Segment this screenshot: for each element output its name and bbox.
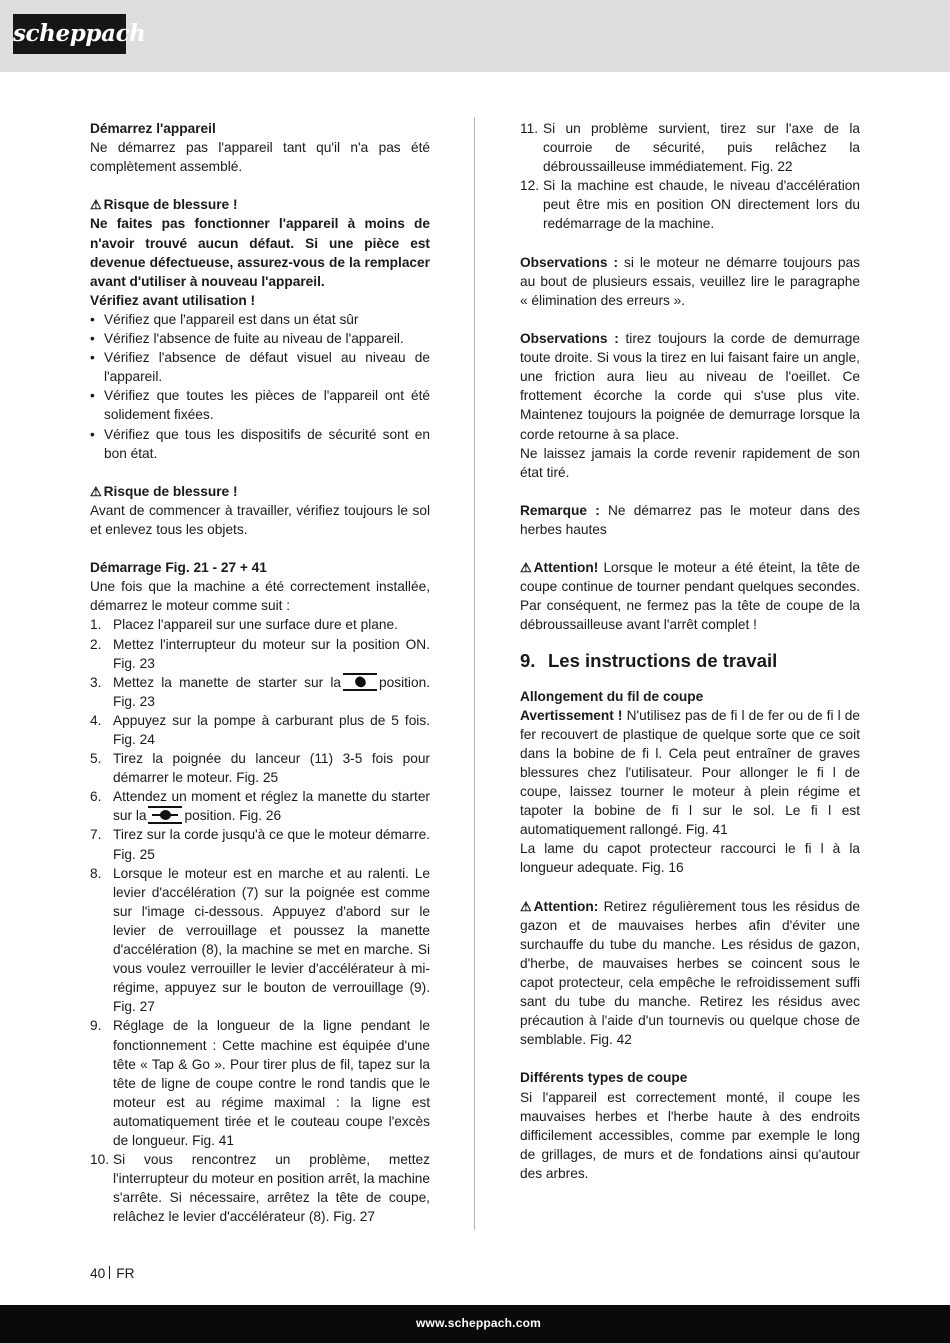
cut-types-heading: Différents types de coupe	[520, 1070, 688, 1086]
observation-2-extra: Ne laissez jamais la corde revenir rapidement de son état tiré.	[520, 445, 860, 480]
injury-warning-heading: ⚠ Risque de blessure !	[90, 195, 430, 214]
injury-warning-heading-2: ⚠ Risque de blessure !	[90, 482, 430, 501]
injury-warning-text: Ne faites pas fonctionner l'appareil à moins de n'avoir trouvé aucun défaut. Si une pièce est devenue défectueuse, assurez-vous de la remplacer avant d'utiliser à nouveau l'appareil.	[90, 216, 430, 289]
start-device-heading: Démarrez l'appareil	[90, 121, 216, 136]
warning-triangle-icon: ⚠	[520, 898, 532, 914]
list-item: 2. Mettez l'interrupteur du moteur sur la position ON. Fig. 23	[90, 636, 430, 671]
list-item: • Vérifiez que l'appareil est dans un état sûr	[90, 310, 430, 329]
list-item: 10. Si vous rencontrez un problème, mettez l'interrupteur du moteur en position arrêt, la machine s'arrête. Si nécessaire, arrêtez la tête de coupe, relâchez le levier d'accélérateur (8). Fig. 27	[90, 1152, 430, 1225]
section-heading: 9. Les instructions de travail	[520, 649, 778, 671]
injury-warning-text-2: Avant de commencer à travailler, vérifiez toujours le sol et enlevez tous les objets.	[90, 502, 430, 537]
startup-steps	[90, 615, 430, 1226]
observation-2: Observations : tirez toujours la corde de demurrage toute droite. Si vous la tirez en lui faisant faire un angle, une friction aura lieu au niveau de l'oeillet. Ce frottement écorche la corde qui s'use plus vite. Maintenez toujours la poignée de demurrage lorsque la corde retourne à sa place.	[520, 331, 860, 442]
choke-open-icon	[148, 806, 182, 824]
list-item: 5. Tirez la poignée du lanceur (11) 3-5 fois pour démarrer le moteur. Fig. 25	[90, 751, 430, 786]
list-item: 9. Réglage de la longueur de la ligne pendant le fonctionnement : Cette machine est équipée d'une tête « Tap & Go ». Pour tirer plus de fil, tapez sur la tête de ligne de coupe contre le rond tandis que le moteur est au régime maximal : la ligne est automatiquement tirée et le couteau coupe l'excès de longueur. Fig. 41	[90, 1018, 430, 1148]
list-item: 12. Si la machine est chaude, le niveau d'accélération peut être mis en position ON directement lors du redémarrage de la machine.	[520, 178, 860, 232]
page-number: 40 FR	[90, 1266, 135, 1281]
cut-types-text: Si l'appareil est correctement monté, il coupe les mauvaises herbes et l'herbe haute à des endroits difficilement accessibles, comme par exemple le long de grillages, de murs et de fondations ainsi qu'autour des arbres.	[520, 1089, 860, 1181]
check-before-use-heading: Vérifiez avant utilisation !	[90, 292, 256, 308]
left-column	[90, 119, 430, 1226]
list-item: 3. Mettez la manette de starter sur la position. Fig. 23	[90, 673, 430, 711]
observation-1: Observations : si le moteur ne démarre toujours pas au bout de plusieurs essais, veuillez lire le paragraphe « élimination des erreurs ».	[520, 254, 860, 308]
list-item: 7. Tirez sur la corde jusqu'à ce que le moteur démarre. Fig. 25	[90, 827, 430, 862]
warning-text: Avertissement ! N'utilisez pas de fi l de fer ou de fi l de fer recouvert de plastique de quelque sorte que ce soit dans la bobine de fi l. Cela peut entraîner de graves blessures chez l'utilisateur. Pour allonger le fi l de coupe, laissez tourner le moteur à plein régime et tapoter la bobine de fi l sur le sol. Le fi l est automatiquement rallongé. Fig. 41	[520, 707, 860, 838]
page-header	[0, 0, 950, 72]
choke-closed-icon	[343, 673, 377, 691]
line-extension-heading: Allongement du fil de coupe	[520, 688, 704, 704]
list-item: 11. Si un problème survient, tirez sur l'axe de la courroie de sécurité, puis relâchez la débroussailleuse immédiatement. Fig. 22	[520, 121, 860, 175]
attention-1: ⚠ Attention! Lorsque le moteur a été éteint, la tête de coupe continue de tourner pendant quelques secondes. Par conséquent, ne fermez pas la tête de coupe de la débroussailleuse avant l'arrêt complet !	[520, 560, 860, 633]
remark: Remarque : Ne démarrez pas le moteur dans des herbes hautes	[520, 502, 860, 537]
website-link[interactable]: www.scheppach.com	[416, 1316, 541, 1330]
warning-triangle-icon: ⚠	[520, 560, 532, 576]
right-column	[520, 119, 860, 1183]
list-item: 4. Appuyez sur la pompe à carburant plus de 5 fois. Fig. 24	[90, 712, 430, 747]
list-item: • Vérifiez que tous les dispositifs de sécurité sont en bon état.	[90, 425, 430, 463]
brand-logo: scheppach	[13, 14, 126, 54]
list-item: 1. Placez l'appareil sur une surface dure et plane.	[90, 617, 398, 633]
separator	[109, 1266, 110, 1279]
startup-steps-continued	[520, 119, 860, 234]
attention-2: ⚠ Attention: Retirez régulièrement tous les résidus de gazon et de mauvaises herbes afin d'éviter une surchauffe du tube du manche. Les résidus de gazon, d'herbe, de mauvaises herbes se coincent sous le capot protecteur, cela empêche le refroidissement suffi sant du tube du manche. Retirez les résidus avec précaution à l'aide d'un tournevis ou quelque chose de semblable. Fig. 42	[520, 898, 860, 1048]
warning-triangle-icon: ⚠	[90, 483, 102, 499]
list-item: • Vérifiez l'absence de défaut visuel au niveau de l'appareil.	[90, 348, 430, 386]
start-device-text: Ne démarrez pas l'appareil tant qu'il n'a pas été complètement assemblé.	[90, 140, 430, 175]
blade-text: La lame du capot protecteur raccourci le fi l à la longueur adequate. Fig. 16	[520, 841, 860, 876]
list-item: • Vérifiez l'absence de fuite au niveau de l'appareil.	[90, 329, 430, 348]
startup-intro: Une fois que la machine a été correctement installée, démarrez le moteur comme suit :	[90, 579, 430, 614]
warning-triangle-icon: ⚠	[90, 197, 102, 213]
list-item: 8. Lorsque le moteur est en marche et au ralenti. Le levier d'accélération (7) sur la poignée est comme sur l'image ci-dessous. Appuyez d'abord sur le levier de verrouillage et poussez la manette d'accélération (8), la machine se met en marche. Si vous voulez verrouiller le levier d'accélérateur à mi-régime, appuyez sur le bouton de verrouillage (9). Fig. 27	[90, 865, 430, 1015]
startup-heading: Démarrage Fig. 21 - 27 + 41	[90, 560, 267, 576]
list-item: 6. Attendez un moment et réglez la manette du starter sur la position. Fig. 26	[90, 789, 430, 824]
check-list	[90, 310, 430, 463]
column-divider	[474, 117, 475, 1230]
list-item: • Vérifiez que toutes les pièces de l'appareil ont été solidement fixées.	[90, 386, 430, 424]
page-footer	[0, 1305, 950, 1343]
